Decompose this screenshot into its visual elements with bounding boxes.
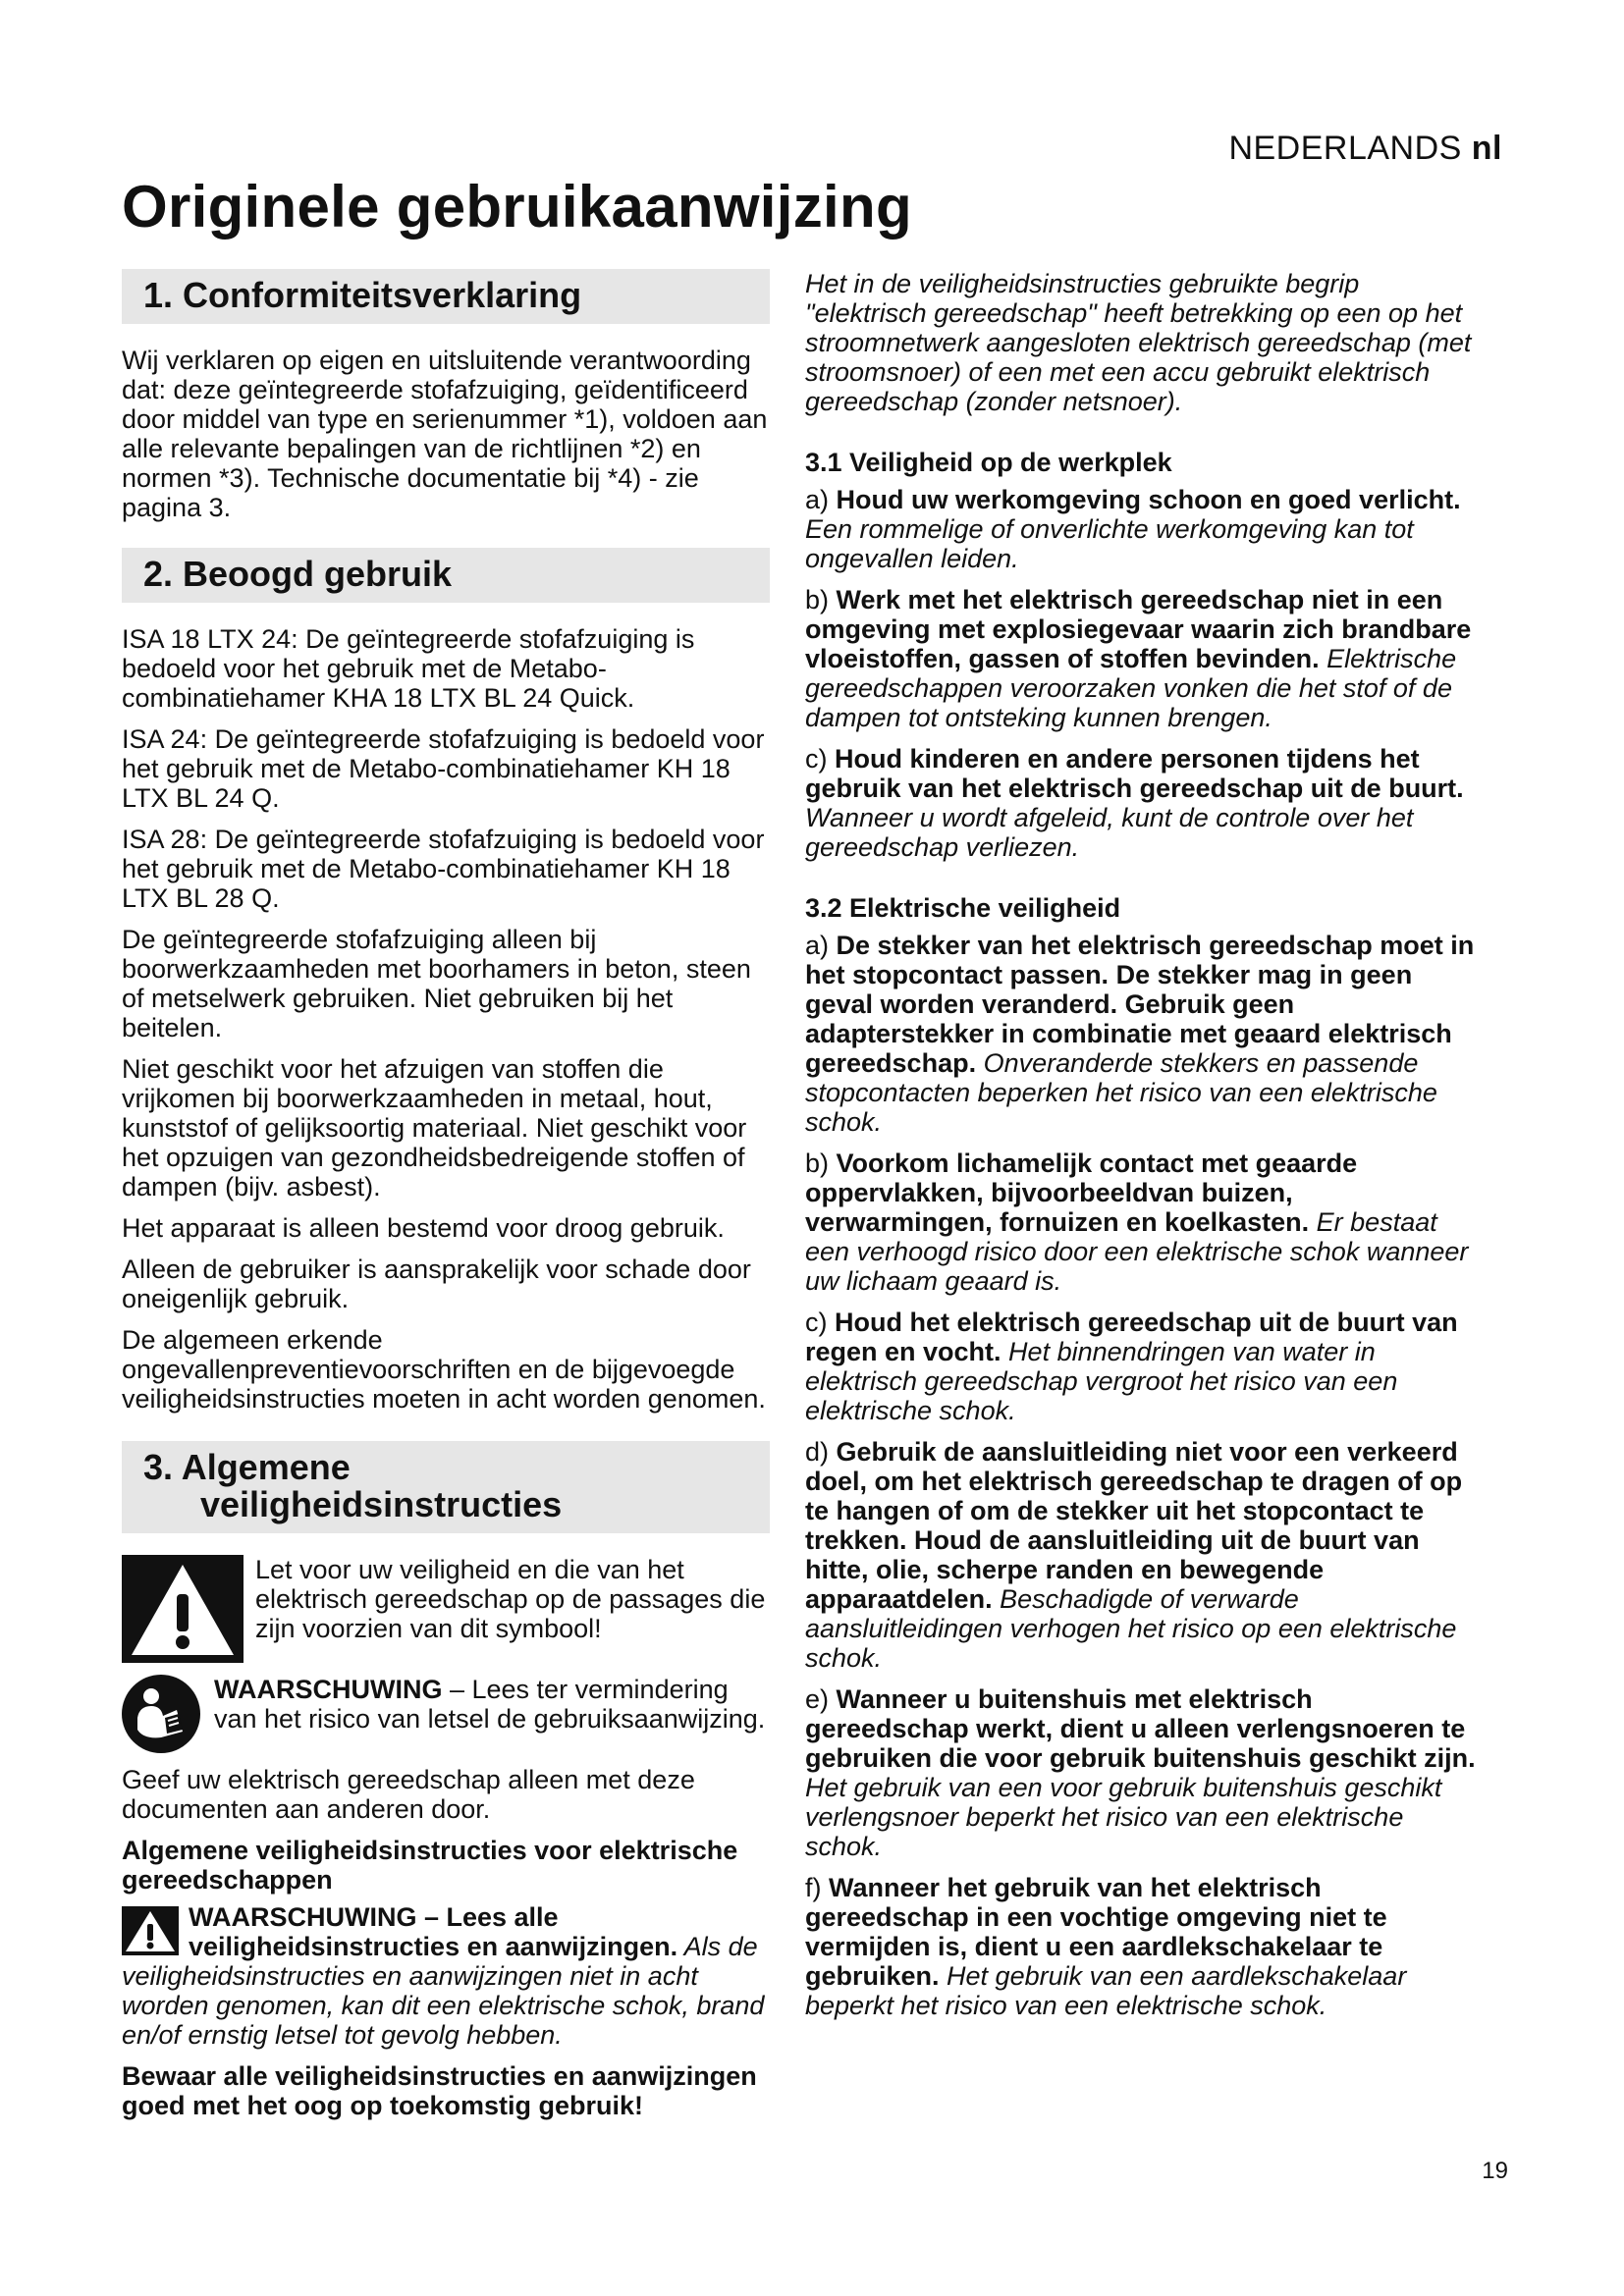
section-3-heading-line-1: 3. Algemene [143, 1447, 351, 1487]
section-2-para-8: De algemeen erkende ongevallenpreventievoorschriften en de bijgevoegde veiligheidsinstructies moeten in acht worden genomen. [122, 1325, 766, 1414]
section-2-para-2: ISA 24: De geïntegreerde stofafzuiging is bedoeld voor het gebruik met de Metabo-combinatiehamer KH 18 LTX BL 24 Q. [122, 724, 765, 813]
section-3-1-item-b [805, 585, 1483, 732]
section-3-heading-line-2: veiligheidsinstructies [200, 1484, 563, 1524]
section-2-para-5: Niet geschikt voor het afzuigen van stoffen die vrijkomen bij boorwerkzaamheden in metaal, hout, kunststof of gelijksoortig materiaal. Niet geschikt voor het opzuigen van gezondheidsbedreigende stoffen of dampen (bijv. asbest). [122, 1054, 747, 1201]
page-header-language [1228, 130, 1502, 168]
section-3-1-heading: 3.1 Veiligheid op de werkplek [805, 448, 1172, 477]
item-bold: De stekker van het elektrisch gereedschap moet in het stopcontact passen. De stekker mag in geen geval worden veranderd. Gebruik geen adapterstekker in combinatie met geaard elektrisch gereedschap. [805, 931, 1475, 1078]
section-2-para-3: ISA 28: De geïntegreerde stofafzuiging is bedoeld voor het gebruik met de Metabo-combinatiehamer KH 18 LTX BL 28 Q. [122, 825, 765, 913]
item-label: d) [805, 1437, 837, 1467]
warning-label: WAARSCHUWING [214, 1675, 443, 1704]
item-bold: Voorkom lichamelijk contact met geaarde oppervlakken, bijvoorbeeldvan buizen, verwarmingen, fornuizen en koelkasten. [805, 1148, 1358, 1237]
item-label: b) [805, 1148, 837, 1178]
item-italic: Elektrische gereedschappen veroorzaken vonken die het stof of de dampen tot ontsteking kunnen brengen. [805, 644, 1457, 732]
symbol-note-text: Let voor uw veiligheid en die van het elektrisch gereedschap op de passages die zijn voorzien van dit symbool! [255, 1555, 766, 1643]
section-3-2-item-f [805, 1873, 1483, 2020]
item-label: e) [805, 1684, 837, 1714]
warning-all-bold: WAARSCHUWING – Lees alle veiligheidsinstructies en aanwijzingen. [189, 1902, 678, 1961]
item-label: a) [805, 931, 837, 960]
symbol-note-row [122, 1555, 770, 1663]
section-3-1-item-a [805, 485, 1483, 573]
section-2-heading: 2. Beoogd gebruik [122, 548, 770, 603]
language-name: NEDERLANDS [1228, 130, 1462, 167]
section-3-2-heading: 3.2 Elektrische veiligheid [805, 893, 1121, 923]
section-3-heading [122, 1441, 770, 1533]
item-italic: Onveranderde stekkers en passende stopcontacten beperken het risico van een elektrische schok. [805, 1048, 1437, 1137]
section-3-2-item-b [805, 1148, 1483, 1296]
section-2-para-4: De geïntegreerde stofafzuiging alleen bij boorwerkzaamheden met boorhamers in beton, steen of metselwerk gebruiken. Niet gebruiken bij het beitelen. [122, 925, 751, 1042]
keep-instructions-bold: Bewaar alle veiligheidsinstructies en aanwijzingen goed met het oog op toekomstig gebruik! [122, 2061, 757, 2120]
item-italic: Het gebruik van een aardlekschakelaar beperkt het risico van een elektrische schok. [805, 1961, 1407, 2020]
item-bold: Houd uw werkomgeving schoon en goed verlicht. [836, 485, 1461, 514]
keep-instructions-italic [805, 269, 1483, 416]
item-bold: Wanneer het gebruik van het elektrisch gereedschap in een vochtige omgeving niet te vermijden is, dient u een aardlekschakelaar te gebruiken. [805, 1873, 1387, 1991]
item-bold: Houd het elektrisch gereedschap uit de buurt van regen en vocht. [805, 1308, 1458, 1366]
item-italic: Het gebruik van een voor gebruik buitenshuis geschikt verlengsnoer beperkt het risico van een elektrische schok. [805, 1773, 1442, 1861]
keep-instructions-italic-text: Het in de veiligheidsinstructies gebruikte begrip "elektrisch gereedschap" heeft betrekking op een op het stroomnetwerk aangesloten elektrisch gereedschap (met stroomsnoer) of een met een accu gebruikt elektrisch gereedschap (zonder netsnoer). [805, 269, 1472, 416]
item-label: a) [805, 485, 837, 514]
read-manual-row [122, 1675, 770, 1753]
read-manual-text [214, 1675, 770, 1734]
item-bold: Werk met het elektrisch gereedschap niet in een omgeving met explosiegevaar waarin zich brandbare vloeistoffen, gassen of stoffen bevinden. [805, 585, 1472, 673]
item-italic: Wanneer u wordt afgeleid, kunt de controle over het gereedschap verliezen. [805, 803, 1414, 862]
section-3-2-item-e [805, 1684, 1483, 1861]
warning-all-instructions [122, 1902, 770, 2050]
item-bold: Wanneer u buitenshuis met elektrisch gereedschap werkt, dient u alleen verlengsnoeren te gebruiken die voor gebruik buitenshuis geschikt zijn. [805, 1684, 1476, 1773]
section-1-text: Wij verklaren op eigen en uitsluitende verantwoording dat: deze geïntegreerde stofafzuiging, geïdentificeerd door middel van type en serienummer *1), voldoen aan alle relevante bepalingen van de richtlijnen *2) en normen *3). Technische documentatie bij *4) - zie pagina 3. [122, 346, 768, 522]
item-bold: Gebruik de aansluitleiding niet voor een verkeerd doel, om het elektrisch gereedschap te dragen of op te hangen of om de stekker uit het stopcontact te trekken. Houd de aansluitleiding uit de buurt van hitte, olie, scherpe randen en bewegende apparaatdelen. [805, 1437, 1463, 1614]
warning-text: – Lees ter vermindering van het risico van letsel de gebruiksaanwijzing. [214, 1675, 766, 1734]
item-bold: Houd kinderen en andere personen tijdens het gebruik van het elektrisch gereedschap uit de buurt. [805, 744, 1464, 803]
left-column [122, 269, 770, 2132]
small-warning-triangle-icon [122, 1906, 179, 1955]
section-2-para-1: ISA 18 LTX 24: De geïntegreerde stofafzuiging is bedoeld voor het gebruik met de Metabo-combinatiehamer KHA 18 LTX BL 24 Quick. [122, 624, 695, 713]
language-code: nl [1471, 130, 1502, 167]
item-italic: Een rommelige of onverlichte werkomgeving kan tot ongevallen leiden. [805, 514, 1414, 573]
section-3-1-item-c [805, 744, 1483, 862]
item-label: c) [805, 744, 835, 774]
right-column [805, 269, 1483, 2032]
item-label: b) [805, 585, 837, 614]
section-2-para-7: Alleen de gebruiker is aansprakelijk voor schade door oneigenlijk gebruik. [122, 1255, 751, 1313]
item-italic: Er bestaat een verhoogd risico door een elektrische schok wanneer uw lichaam geaard is. [805, 1207, 1469, 1296]
item-label: f) [805, 1873, 829, 1902]
item-italic: Het binnendringen van water in elektrisch gereedschap vergroot het risico van een elektrische schok. [805, 1337, 1398, 1425]
document-title: Originele gebruikaanwijzing [122, 174, 912, 240]
warning-all-italic: Als de veiligheidsinstructies en aanwijzingen niet in acht worden genomen, kan dit een elektrische schok, brand en/of ernstig letsel tot gevolg hebben. [122, 1932, 765, 2050]
warning-triangle-icon [122, 1555, 244, 1663]
general-safety-heading: Algemene veiligheidsinstructies voor elektrische gereedschappen [122, 1836, 738, 1895]
page-number: 19 [1482, 2158, 1508, 2184]
section-3-2-item-a [805, 931, 1483, 1137]
section-3-2-item-d [805, 1437, 1483, 1673]
section-2-para-6: Het apparaat is alleen bestemd voor droog gebruik. [122, 1213, 725, 1243]
section-1-heading: 1. Conformiteitsverklaring [122, 269, 770, 324]
item-label: c) [805, 1308, 835, 1337]
section-3-2-item-c [805, 1308, 1483, 1425]
pass-on-text: Geef uw elektrisch gereedschap alleen met deze documenten aan anderen door. [122, 1765, 695, 1824]
item-italic: Beschadigde of verwarde aansluitleidingen verhogen het risico op een elektrische schok. [805, 1584, 1457, 1673]
read-manual-icon [122, 1675, 200, 1753]
